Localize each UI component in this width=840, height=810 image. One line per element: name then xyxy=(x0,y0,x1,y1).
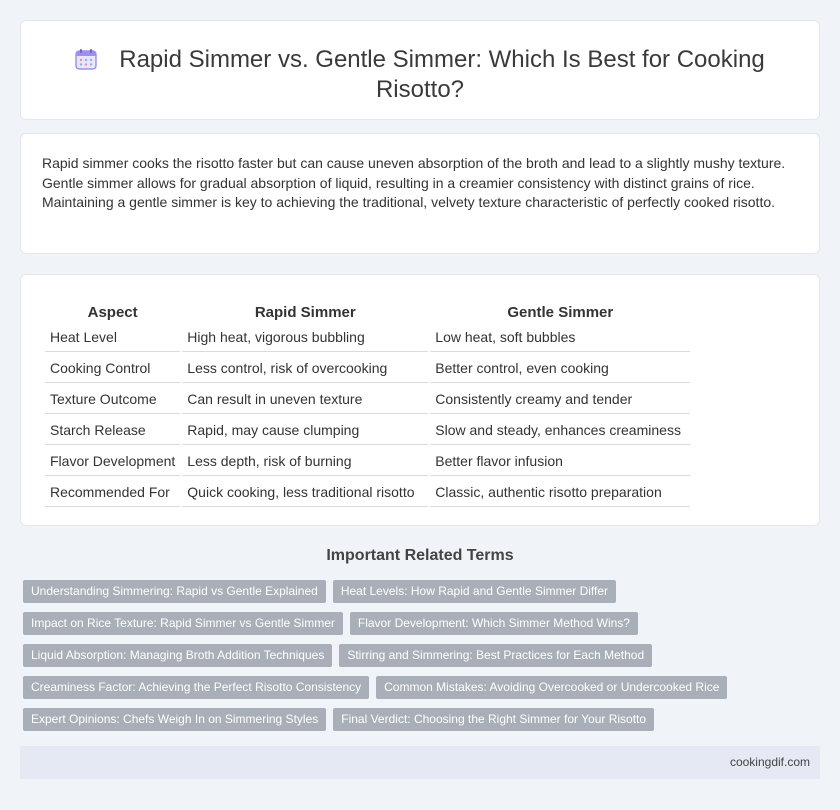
tag-row xyxy=(23,708,803,731)
table-cell: Consistently creamy and tender xyxy=(430,385,690,414)
related-term-link[interactable]: Understanding Simmering: Rapid vs Gentle Explained xyxy=(23,580,326,603)
intro-paragraph: Rapid simmer cooks the risotto faster but can cause uneven absorption of the broth and lead to a slightly mushy texture. Gentle simmer allows for gradual absorption of liquid, resulting in a creamier consistency with distinct grains of rice. Maintaining a gentle simmer is key to achieving the traditional, velvety texture characteristic of perfectly cooked risotto. xyxy=(42,155,786,210)
page-title-text: Rapid Simmer vs. Gentle Simmer: Which Is Best for Cooking Risotto? xyxy=(119,46,765,103)
column-header: Aspect xyxy=(87,304,138,321)
table-cell: Slow and steady, enhances creaminess xyxy=(430,416,690,445)
related-term-link[interactable]: Expert Opinions: Chefs Weigh In on Simmering Styles xyxy=(23,708,326,731)
related-term-link[interactable]: Heat Levels: How Rapid and Gentle Simmer Differ xyxy=(333,580,616,603)
table-cell: Can result in uneven texture xyxy=(182,385,428,414)
tag-row xyxy=(23,612,803,635)
footer xyxy=(20,746,820,779)
table-cell: Low heat, soft bubbles xyxy=(430,323,690,352)
related-term-link[interactable]: Common Mistakes: Avoiding Overcooked or Undercooked Rice xyxy=(376,676,727,699)
table-row xyxy=(45,354,690,383)
title-card xyxy=(20,20,820,120)
table-cell: Better control, even cooking xyxy=(430,354,690,383)
table-cell: Cooking Control xyxy=(45,354,180,383)
table-cell: High heat, vigorous bubbling xyxy=(182,323,428,352)
footer-site-link[interactable]: cookingdif.com xyxy=(729,755,810,769)
related-term-link[interactable]: Creaminess Factor: Achieving the Perfect Risotto Consistency xyxy=(23,676,369,699)
intro-card xyxy=(20,133,820,254)
table-cell: Better flavor infusion xyxy=(430,447,690,476)
table-cell: Less control, risk of overcooking xyxy=(182,354,428,383)
related-term-link[interactable]: Stirring and Simmering: Best Practices for Each Method xyxy=(339,644,652,667)
tag-row xyxy=(23,644,803,667)
related-terms-list xyxy=(23,580,803,740)
table-cell: Texture Outcome xyxy=(45,385,180,414)
table-row xyxy=(45,323,690,352)
related-term-link[interactable]: Impact on Rice Texture: Rapid Simmer vs Gentle Simmer xyxy=(23,612,343,635)
tag-row xyxy=(23,580,803,603)
column-header: Gentle Simmer xyxy=(507,304,614,321)
table-row xyxy=(45,385,690,414)
related-term-link[interactable]: Final Verdict: Choosing the Right Simmer for Your Risotto xyxy=(333,708,654,731)
related-terms-heading: Important Related Terms xyxy=(326,547,514,564)
table-cell: Rapid, may cause clumping xyxy=(182,416,428,445)
calendar-icon xyxy=(75,48,97,70)
table-header-row xyxy=(45,297,690,321)
table-cell: Heat Level xyxy=(45,323,180,352)
tag-row xyxy=(23,676,803,699)
table-row xyxy=(45,478,690,507)
table-row xyxy=(45,447,690,476)
related-term-link[interactable]: Liquid Absorption: Managing Broth Addition Techniques xyxy=(23,644,332,667)
table-cell: Starch Release xyxy=(45,416,180,445)
table-cell: Classic, authentic risotto preparation xyxy=(430,478,690,507)
table-cell: Flavor Development xyxy=(45,447,180,476)
comparison-table xyxy=(43,295,692,509)
column-header: Rapid Simmer xyxy=(254,304,356,321)
page-title xyxy=(61,45,779,105)
related-term-link[interactable]: Flavor Development: Which Simmer Method Wins? xyxy=(350,612,638,635)
table-row xyxy=(45,416,690,445)
comparison-card xyxy=(20,274,820,526)
table-cell: Recommended For xyxy=(45,478,180,507)
table-cell: Less depth, risk of burning xyxy=(182,447,428,476)
table-cell: Quick cooking, less traditional risotto xyxy=(182,478,428,507)
